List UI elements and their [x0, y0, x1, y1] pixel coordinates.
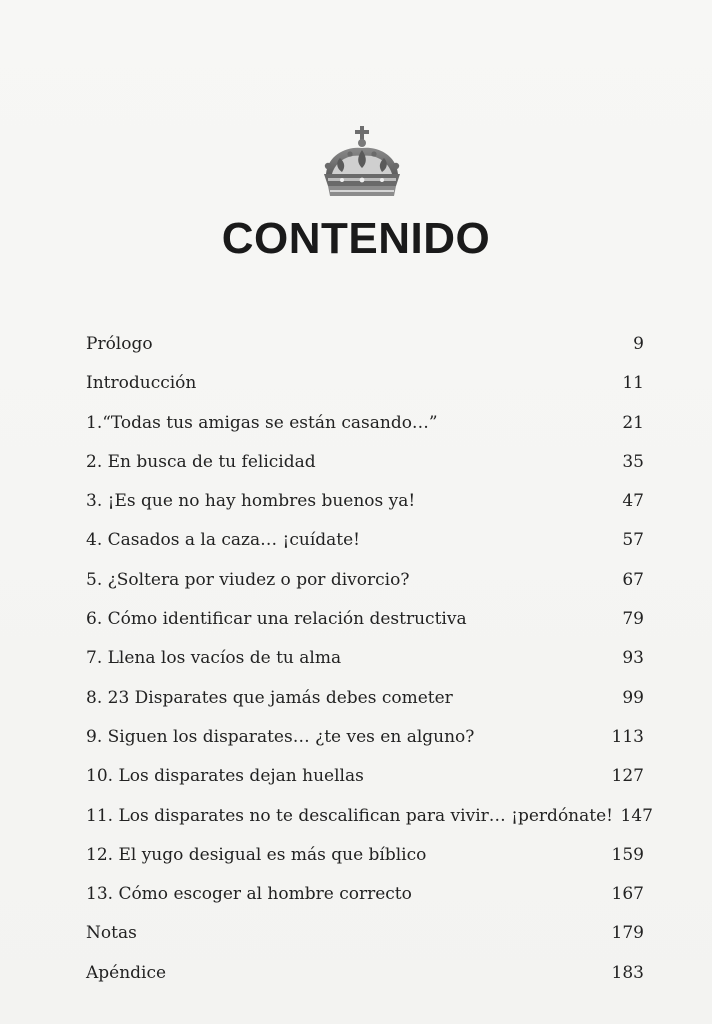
toc-entry-page: 113	[611, 726, 644, 747]
toc-entry-page: 11	[622, 373, 644, 394]
toc-entry	[86, 688, 644, 727]
toc-entry-title: Prólogo	[86, 334, 153, 354]
toc-entry	[86, 963, 644, 1002]
toc-entry-title: 4. Casados a la caza… ¡cuídate!	[86, 530, 361, 551]
toc-entry-title: 1.“Todas tus amigas se están casando…”	[86, 412, 438, 433]
toc-entry	[86, 648, 644, 687]
toc-entry-page: 93	[622, 648, 644, 669]
toc-entry	[86, 491, 644, 530]
toc-entry-title: Notas	[86, 923, 137, 944]
toc-entry-page: 57	[622, 530, 644, 551]
toc-entry-page: 99	[622, 687, 644, 708]
toc-entry-page: 127	[611, 766, 644, 787]
toc-entry	[86, 805, 653, 845]
toc-entry-page: 147	[620, 805, 653, 826]
toc-entry	[86, 334, 644, 373]
toc-entry-title: Introducción	[86, 373, 197, 394]
toc-entry	[86, 845, 644, 884]
toc-entry-title: 13. Cómo escoger al hombre correcto	[86, 884, 412, 905]
toc-entry-title: 3. ¡Es que no hay hombres buenos ya!	[86, 491, 416, 512]
page-title: CONTENIDO	[221, 214, 491, 263]
toc-entry-page: 79	[622, 609, 644, 630]
toc-entry-title: 7. Llena los vacíos de tu alma	[86, 648, 342, 669]
toc-entry-page: 21	[622, 412, 644, 433]
toc-entry-page: 167	[611, 884, 644, 905]
toc-entry-title: 11. Los disparates no te descalifican para vivir… ¡perdónate!	[86, 805, 613, 826]
toc-entry-page: 9	[633, 334, 644, 354]
toc-entry-title: 8. 23 Disparates que jamás debes cometer	[86, 687, 453, 708]
toc-entry-page: 35	[622, 451, 644, 472]
toc-entry-page: 183	[611, 962, 644, 983]
toc-entry-title: 12. El yugo desigual es más que bíblico	[86, 844, 427, 865]
toc-entry-page: 179	[611, 923, 644, 944]
toc-entry	[86, 413, 644, 452]
toc-entry-title: 9. Siguen los disparates… ¿te ves en alguno?	[86, 726, 475, 747]
toc-entry-title: 10. Los disparates dejan huellas	[86, 766, 364, 787]
toc-entry-title: 6. Cómo identificar una relación destructiva	[86, 609, 467, 630]
toc-entry	[86, 609, 644, 648]
toc-entry	[86, 727, 644, 766]
toc-entry	[86, 766, 644, 805]
toc-entry-title: 2. En busca de tu felicidad	[86, 451, 316, 472]
toc-entry-page: 67	[622, 569, 644, 590]
toc-entry-title: 5. ¿Soltera por viudez o por divorcio?	[86, 569, 410, 590]
toc-entry-page: 159	[611, 844, 644, 865]
toc-entry-title: Apéndice	[86, 962, 167, 983]
toc-entry	[86, 452, 644, 491]
toc-entry	[86, 570, 644, 609]
toc-entry-page: 47	[622, 491, 644, 512]
toc-entry	[86, 923, 644, 962]
table-of-contents	[86, 334, 653, 1002]
toc-entry	[86, 884, 644, 923]
crown-icon	[318, 124, 406, 200]
toc-entry	[86, 373, 644, 412]
toc-entry	[86, 530, 644, 569]
